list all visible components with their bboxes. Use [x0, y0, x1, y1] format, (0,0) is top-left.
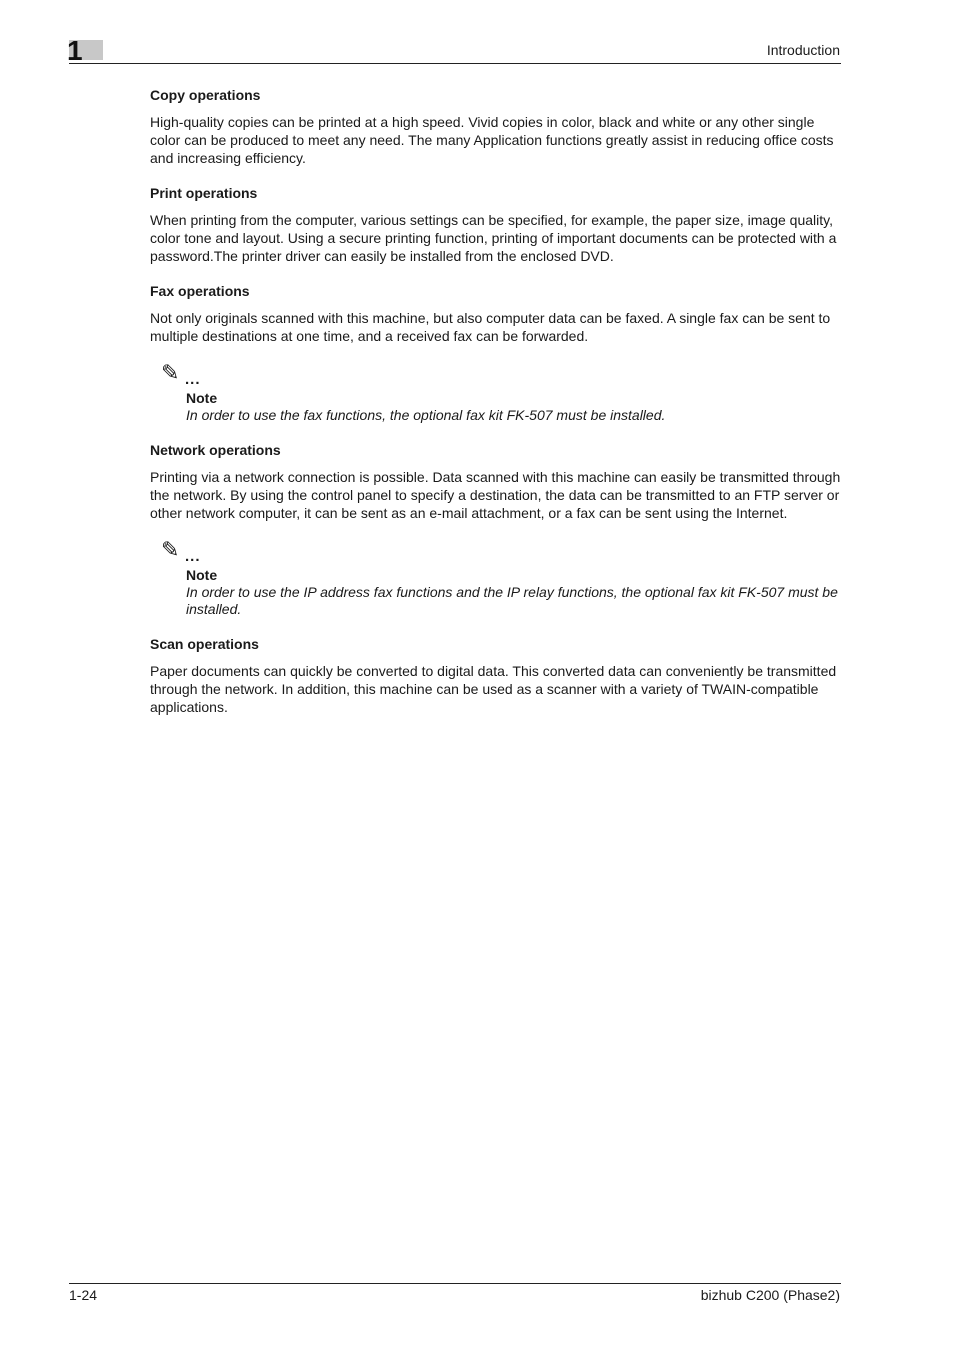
section-body: Paper documents can quickly be converted to digital data. This converted data can conveniently be transmitted through the network. In addition, this machine can be used as a scanner with a variety of TWAIN-compatible applications. [150, 663, 837, 715]
section-print-operations [150, 184, 842, 265]
page-number: 1-24 [69, 1287, 98, 1303]
section-fax-operations [150, 282, 842, 345]
section-body: When printing from the computer, various settings can be specified, for example, the paper size, image quality, color tone and layout. Using a secure printing function, printing of important documents can be protected with a password.The printer driver can easily be installed from the enclosed DVD. [150, 212, 837, 264]
section-body: High-quality copies can be printed at a high speed. Vivid copies in color, black and white or any other single color can be produced to meet any need. The many Application functions greatly assist in reducing office costs and increasing efficiency. [150, 114, 834, 166]
note-pencil-icon: ✎ ... [161, 360, 201, 388]
header-title: Introduction [766, 42, 840, 58]
section-heading: Scan operations [150, 636, 259, 652]
note-ip-fax [150, 539, 842, 618]
chapter-number: 1 [67, 35, 83, 66]
section-network-operations [150, 441, 842, 522]
section-heading: Fax operations [150, 283, 250, 299]
section-scan-operations [150, 635, 842, 716]
section-heading: Network operations [150, 442, 281, 458]
section-copy-operations [150, 86, 842, 167]
section-heading: Print operations [150, 185, 258, 201]
note-pencil-icon: ✎ ... [161, 537, 201, 565]
note-label: Note [186, 390, 218, 406]
section-body: Printing via a network connection is possible. Data scanned with this machine can easily be transmitted through the network. By using the control panel to specify a destination, the data can be transmitted to an FTP server or other network computer, it can be sent as an e-mail attachment, or a fax can be sent using the Internet. [150, 469, 841, 521]
note-text: In order to use the fax functions, the optional fax kit FK-507 must be installed. [186, 407, 666, 423]
section-heading: Copy operations [150, 87, 261, 103]
note-fax-kit [150, 362, 842, 424]
note-text: In order to use the IP address fax functions and the IP relay functions, the optional fax kit FK-507 must be installed. [186, 584, 838, 617]
header-rule [69, 63, 841, 64]
section-body: Not only originals scanned with this machine, but also computer data can be faxed. A single fax can be sent to multiple destinations at one time, and a received fax can be forwarded. [150, 310, 831, 344]
note-label: Note [186, 567, 218, 583]
page-content [150, 86, 842, 733]
product-name: bizhub C200 (Phase2) [700, 1287, 840, 1303]
footer-rule [69, 1283, 841, 1284]
